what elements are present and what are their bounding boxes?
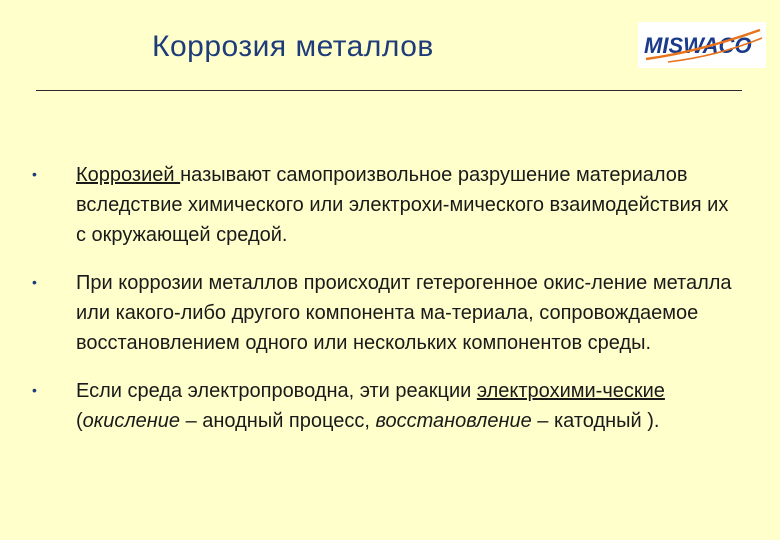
bullet-3-part4: – катодный ). [531, 410, 660, 432]
miswaco-logo [638, 22, 766, 68]
bullet-item-3 [30, 376, 742, 436]
bullet-text-1 [76, 160, 742, 250]
page-title: Коррозия металлов [152, 30, 434, 63]
term-oxidation: окисление [82, 410, 181, 432]
term-corrosion: Коррозией [76, 164, 181, 186]
bullet-marker: • [32, 382, 37, 398]
bullet-text-3 [76, 376, 742, 436]
bullet-text-2: При коррозии металлов происходит гетерогенное окис-ление металла или какого-либо другого компонента ма-териала, сопровождаемое восстановлением одного или нескольких компонентов среды. [76, 272, 732, 354]
bullet-marker: • [32, 166, 37, 182]
term-reduction: восстановление [375, 410, 532, 432]
bullet-1-rest: называют самопроизвольное разрушение материалов вследствие химического или электрохи-мического взаимодействия их с окружающей средой. [76, 164, 729, 246]
bullet-3-part3: – анодный процесс, [180, 410, 376, 432]
bullet-marker: • [32, 274, 37, 290]
bullet-item-1 [30, 160, 742, 250]
logo-wordmark: MISWACO [644, 33, 752, 58]
link-electrochemical: электрохими-ческие [476, 380, 665, 402]
bullet-3-part1: Если среда электропроводна, эти реакции [76, 380, 477, 402]
title-divider [36, 90, 742, 91]
bullet-3-part2: ( [76, 410, 83, 432]
bullet-item-2 [30, 268, 742, 358]
bullet-list [30, 160, 742, 454]
